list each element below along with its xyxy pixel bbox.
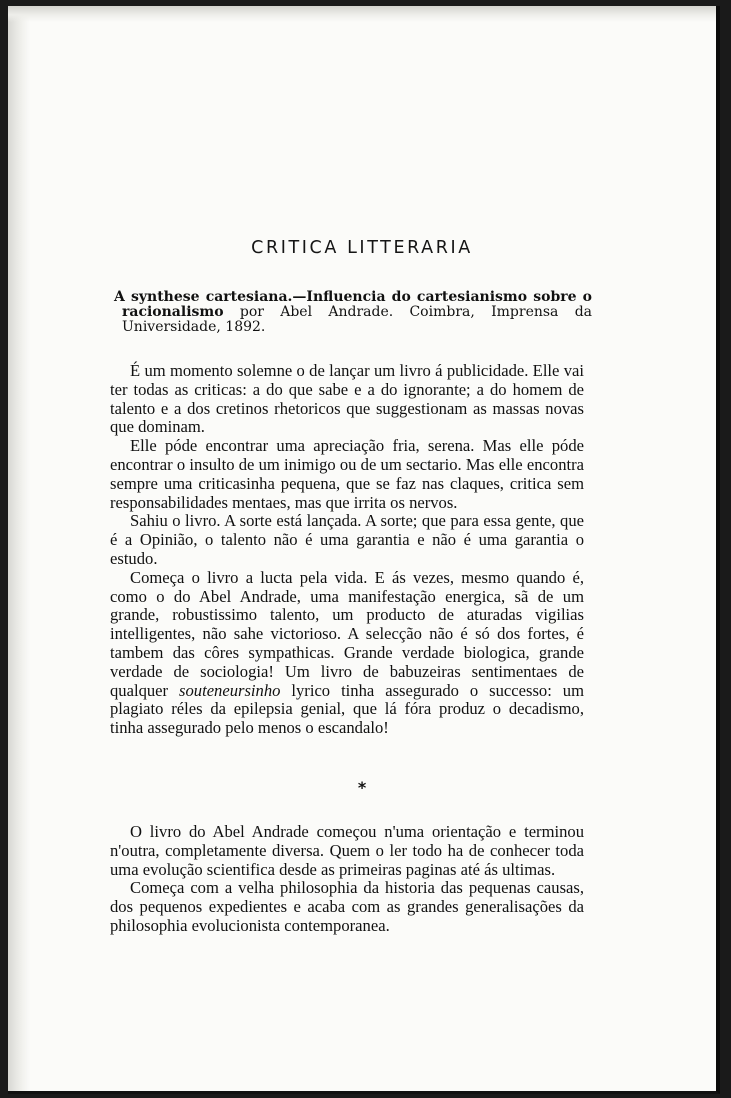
book-citation [114,290,592,335]
scanned-page [8,6,720,1094]
paragraph-text: Começa o livro a lucta pela vida. E ás vezes, mesmo quando é, como o do Abel Andrade, uma manifestação energica, sã de um grande, robustissimo talento, um producto de aturadas vigilias intelligentes, não sahe victorioso. A selecção não é só dos fortes, é tambem das côres sympathicas. Grande verdade biologica, grande verdade de sociologia! Um livro de babuzeiras sentimentaes de qualquer [110,567,584,700]
paragraph [110,569,584,738]
review-section-2 [110,823,584,936]
paragraph: Elle póde encontrar uma apreciação fria, serena. Mas elle póde encontrar o insulto de um inimigo ou de um sectario. Mas elle encontra sempre uma criticasinha pequena, que se faz nas claques, critica sem responsabilidades mentaes, mas que irrita os nervos. [110,436,584,512]
paragraph-text: lyrico tinha assegurado o successo: um plagiato réles da epilepsia genial, que lá fóra produz o decadismo, tinha assegurado pelo menos o escandalo! [110,680,584,738]
section-separator: * [357,778,367,797]
citation-title: A synthese cartesiana.—Influencia do cartesianismo sobre o racionalismo [114,289,592,320]
page-title: CRITICA LITTERARIA [251,238,473,258]
italic-word: souteneursinho [179,680,281,700]
scan-shadow-top [8,6,716,22]
paragraph: Começa com a velha philosophia da historia das pequenas causas, dos pequenos expedientes e acaba com as grandes generalisações da philosophia evolucionista contemporanea. [110,878,584,935]
citation-details: por Abel Andrade. Coimbra, Imprensa da Universidade, 1892. [122,304,592,335]
paragraph: Sahiu o livro. A sorte está lançada. A sorte; que para essa gente, que é a Opinião, o talento não é uma garantia e não é uma garantia o estudo. [110,511,584,568]
paragraph: É um momento solemne o de lançar um livro á publicidade. Elle vai ter todas as criticas: a do que sabe e a do ignorante; a do homem de talento e a dos cretinos rhetoricos que suggestionam as massas novas que dominam. [110,361,584,437]
review-section-1 [110,362,584,738]
scan-shadow-left [8,6,30,1091]
paragraph: O livro do Abel Andrade começou n'uma orientação e terminou n'outra, completamente diversa. Quem o ler todo ha de conhecer toda uma evolução scientifica desde as primeiras paginas até ás ultimas. [110,822,584,879]
